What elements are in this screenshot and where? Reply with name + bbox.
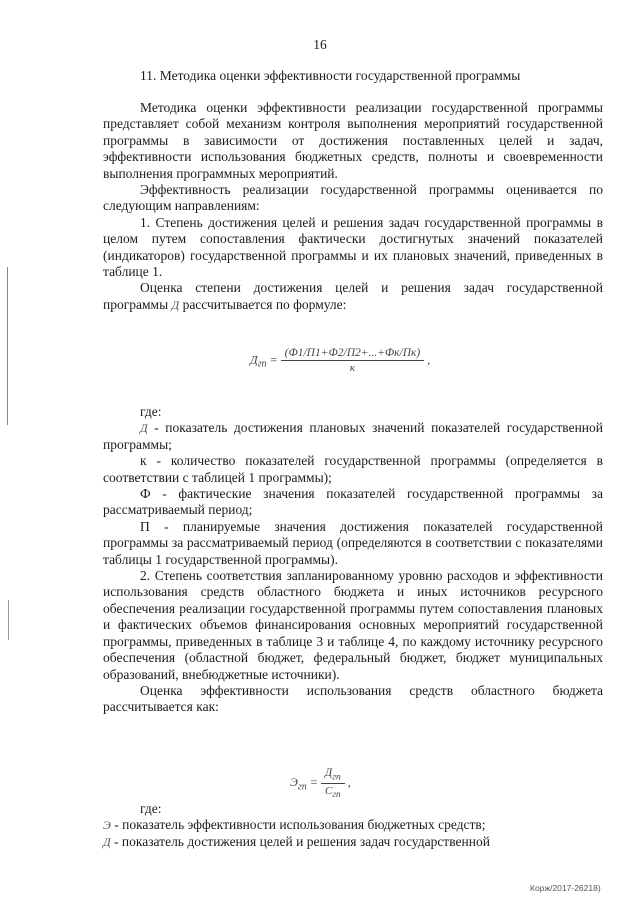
formula2-num-symbol: Д (324, 767, 333, 779)
formula2-den-symbol: С (325, 785, 333, 798)
formula2-num-sub: гп (332, 771, 341, 783)
formula1-intro-prefix: Оценка степени достижения целей и решения задач государственной программы (103, 280, 603, 312)
def-symbol-d: Д (140, 421, 148, 436)
formula1-denominator: к (349, 362, 356, 374)
formula2-fraction (321, 767, 345, 799)
scan-edge-line-lower (8, 600, 9, 640)
formula1-lhs-sub: гп (257, 358, 267, 370)
def-symbol-e: Э (103, 818, 111, 833)
def-p: П - планируемые значения достижения показателей государственной программы за рассматриваемый период (определяются в соответствии с показателями таблицы 1 государственной программы). (103, 518, 603, 567)
formula1-lhs: Д (250, 352, 258, 367)
paragraph-budget-intro: Оценка эффективности использования средств областного бюджета рассчитывается как: (103, 682, 603, 715)
def-k: к - количество показателей государственной программы (определяется в соответствии с таблицей 1 программы); (103, 453, 603, 485)
formula-2: $Э_{гп}$ = $\frac{Д_{гп}}{С_{гп}}$ , (290, 767, 351, 800)
section-heading: 11. Методика оценки эффективности государственной программы (140, 68, 521, 83)
intro-text (103, 100, 603, 313)
def-text-d2: - показатель достижения целей и решения задач государственной (110, 833, 490, 849)
def-d2 (103, 834, 603, 850)
document-stamp: Корж/2017-26218) (530, 883, 601, 893)
formula2-lhs-sub: гп (297, 781, 307, 793)
scan-edge-line (7, 267, 8, 425)
formula1-numerator: (Ф1/П1+Ф2/П2+...+Фк/Пк) (281, 347, 425, 361)
def-dgp (103, 420, 603, 453)
paragraph-point-2: 2. Степень соответствия запланированному уровню расходов и эффективности использования средств областного бюджета и иных источников ресурсного обеспечения реализации государственной программы путем сопоставления плановых и фактических объемов финансирования основных мероприятий государственной программы, приведенных в таблице 3 и таблице 4, по каждому источнику ресурсного обеспечения (областной бюджет, федеральный бюджет, бюджет муниципальных образований, внебюджетные источники). (103, 568, 603, 682)
def-f: Ф - фактические значения показателей государственной программы за рассматриваемый период; (103, 486, 603, 518)
formula2-lhs: Э (290, 775, 298, 789)
paragraph-method: Методика оценки эффективности реализации государственной программы представляет собой механизм контроля выполнения мероприятий государственной программы в зависимости от достижения поставленных целей и задач, эффективности использования бюджетных средств, полноты и своевременности выполнения программных мероприятий. (103, 100, 603, 181)
where-label-1: где: (140, 404, 162, 419)
def-e (103, 817, 603, 833)
formula-1: $Д_{гп}$ = $\frac{(Ф1/П1+Ф2/П2+...+Фк/Пк)}{к}$ , (250, 347, 431, 374)
def-text-e: - показатель эффективности использования бюджетных средств; (110, 817, 486, 833)
paragraph-point-1: 1. Степень достижения целей и решения задач государственной программы в целом путем сопоставления фактически достигнутых значений показателей (индикаторов) государственной программы и их плановых значений, приведенных в таблице 1. (103, 214, 603, 280)
formula1-intro-suffix: рассчитывается по формуле: (182, 296, 347, 312)
formula2-den-sub: гп (332, 789, 341, 800)
definitions-2 (103, 801, 603, 850)
formula1-fraction (281, 347, 425, 374)
def-symbol-d2: Д (103, 834, 111, 849)
definitions-1 (103, 404, 603, 716)
def-text-d: - показатель достижения плановых значений показателей государственной программы; (103, 420, 603, 452)
symbol-dgp: Д (171, 297, 180, 312)
where-label-2: где: (140, 801, 162, 816)
paragraph-formula1-intro (103, 280, 603, 313)
page-number: 16 (313, 37, 327, 52)
formula2-numerator (321, 767, 345, 784)
formula2-denominator (321, 784, 345, 799)
paragraph-directions: Эффективность реализации государственной программы оценивается по следующим направлениям: (103, 182, 603, 214)
